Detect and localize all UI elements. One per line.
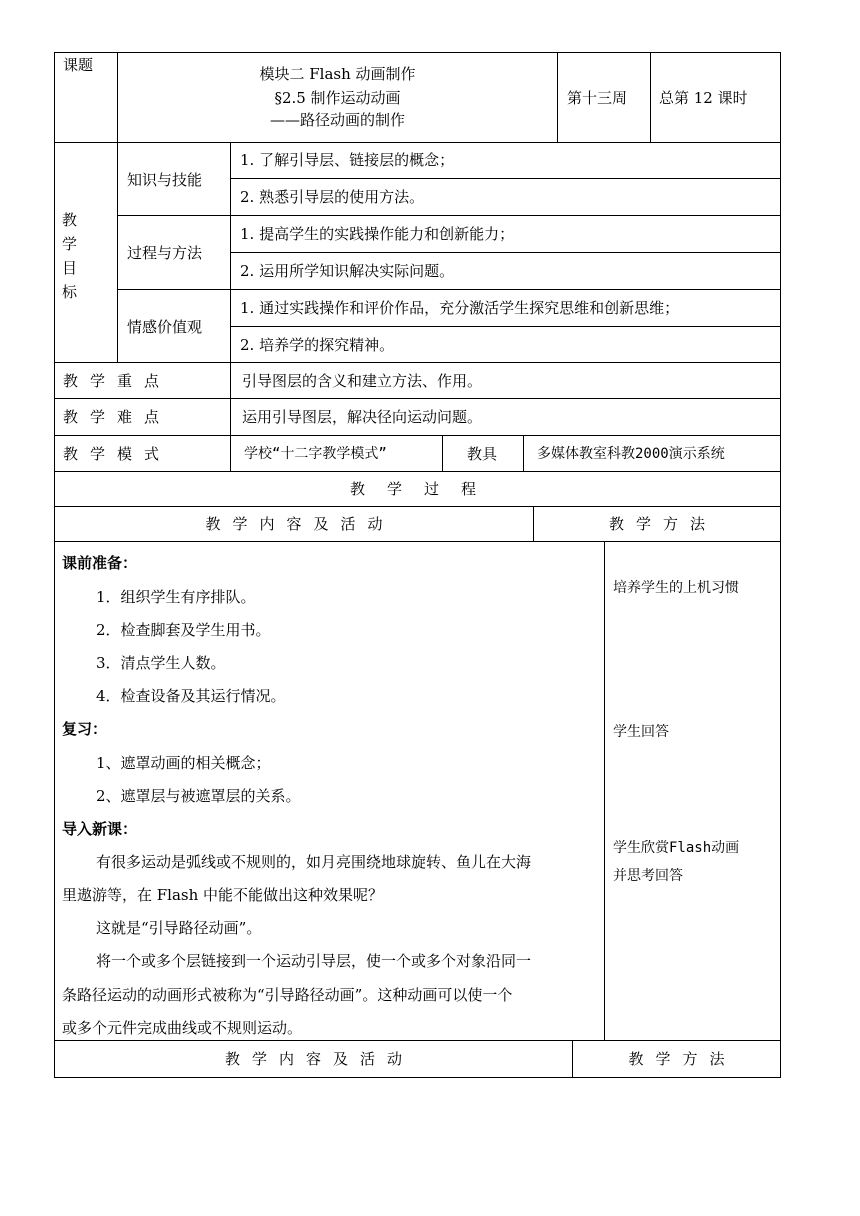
objectives-label: 教学目标: [62, 211, 78, 301]
method-body-cell: [604, 541, 781, 1041]
intro-title: 导入新课：: [62, 820, 138, 838]
objective-item: 1. 了解引导层、链接层的概念；: [240, 151, 455, 169]
title-line-2: §2.5 制作运动动画: [274, 89, 401, 107]
difficulty-label: 教学难点: [63, 408, 172, 426]
difficulty-value: 运用引导图层，解决径向运动问题。: [242, 408, 483, 426]
prep-item: 3．清点学生人数。: [96, 654, 226, 672]
key-point-value: 引导图层的含义和建立方法、作用。: [242, 372, 483, 390]
prep-item: 4．检查设备及其运行情况。: [96, 687, 286, 705]
mode-value: 学校“十二字教学模式”: [244, 446, 387, 462]
method-header-bottom: 教学方法: [628, 1050, 737, 1068]
objective-group-name: 过程与方法: [127, 244, 203, 262]
objective-group-name: 情感价值观: [127, 318, 203, 336]
intro-paragraph-line: 里遨游等，在 Flash 中能不能做出这种效果呢？: [62, 886, 384, 904]
method-note: 并思考回答: [613, 868, 683, 884]
method-header: 教学方法: [608, 515, 717, 533]
intro-paragraph-line: 有很多运动是弧线或不规则的，如月亮围绕地球旋转、鱼儿在大海: [96, 853, 532, 871]
intro-paragraph-line: 将一个或多个层链接到一个运动引导层，使一个或多个对象沿同一: [96, 952, 532, 970]
title-line-1: 模块二 Flash 动画制作: [259, 65, 416, 83]
intro-paragraph-line: 或多个元件完成曲线或不规则运动。: [62, 1019, 303, 1037]
content-header-bottom: 教学内容及活动: [224, 1050, 414, 1068]
review-item: 2、遮罩层与被遮罩层的关系。: [96, 787, 301, 805]
lesson-text: 总第 12 课时: [659, 89, 748, 107]
intro-paragraph-line: 这就是“引导路径动画”。: [96, 919, 262, 937]
objective-group-name: 知识与技能: [127, 171, 203, 189]
key-point-label: 教学重点: [63, 372, 172, 390]
intro-paragraph-line: 条路径运动的动画形式被称为“引导路径动画”。这种动画可以使一个: [62, 986, 513, 1004]
header-label: 课题: [63, 56, 94, 74]
week-text: 第十三周: [567, 89, 628, 107]
prep-item: 2．检查脚套及学生用书。: [96, 621, 271, 639]
review-title: 复习：: [62, 720, 108, 738]
method-note: 学生回答: [613, 724, 669, 740]
prep-item: 1．组织学生有序排队。: [96, 588, 256, 606]
objective-item: 1. 提高学生的实践操作能力和创新能力；: [240, 225, 515, 243]
content-header: 教学内容及活动: [205, 515, 395, 533]
method-note: 培养学生的上机习惯: [613, 580, 739, 596]
process-title: 教学过程: [349, 480, 498, 498]
objective-item: 1. 通过实践操作和评价作品，充分激活学生探究思维和创新思维；: [240, 299, 680, 317]
mode-label: 教学模式: [63, 445, 172, 463]
prep-title: 课前准备：: [62, 554, 138, 572]
title-line-3: ——路径动画的制作: [269, 111, 405, 129]
tools-label: 教具: [467, 445, 498, 463]
objective-item: 2. 培养学的探究精神。: [240, 336, 395, 354]
objective-item: 2. 熟悉引导层的使用方法。: [240, 188, 425, 206]
method-note: 学生欣赏Flash动画: [613, 840, 740, 856]
tools-value: 多媒体教室科教2000演示系统: [537, 446, 725, 462]
objective-item: 2. 运用所学知识解决实际问题。: [240, 262, 455, 280]
review-item: 1、遮罩动画的相关概念；: [96, 754, 271, 772]
